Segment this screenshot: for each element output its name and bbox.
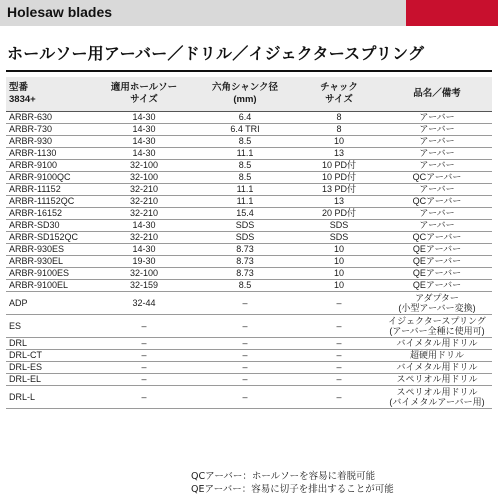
cell-product-note: [382, 244, 492, 256]
cell-model: ARBR-1130: [6, 148, 94, 160]
cell-product-note: [382, 160, 492, 172]
cell-hex-shank: –: [194, 374, 296, 386]
table-row: [6, 350, 492, 362]
note-line: アダプター: [415, 293, 459, 303]
cell-product-note: [382, 184, 492, 196]
table-row: [6, 172, 492, 184]
cell-chuck-size: –: [296, 315, 382, 338]
cell-model: ARBR-930: [6, 136, 94, 148]
note-line: バイメタル用ドリル: [396, 338, 478, 348]
cell-hex-shank: –: [194, 362, 296, 374]
cell-model: ADP: [6, 292, 94, 315]
cell-model: ARBR-9100ES: [6, 268, 94, 280]
cell-chuck-size: 8: [296, 124, 382, 136]
cell-holesaw-size: 32-100: [94, 160, 194, 172]
table-header-row: [6, 77, 492, 112]
cell-product-note: [382, 350, 492, 362]
cell-product-note: [382, 338, 492, 350]
table-row: [6, 112, 492, 124]
cell-holesaw-size: 32-159: [94, 280, 194, 292]
cell-chuck-size: 10: [296, 136, 382, 148]
cell-chuck-size: –: [296, 374, 382, 386]
section-divider: [6, 70, 492, 72]
note-line: アーバー: [419, 220, 455, 230]
cell-chuck-size: –: [296, 338, 382, 350]
cell-product-note: [382, 386, 492, 409]
cell-model: DRL-ES: [6, 362, 94, 374]
note-line: QEアーバー: [412, 256, 462, 266]
cell-hex-shank: 11.1: [194, 148, 296, 160]
section-title: ホールソー用アーバー／ドリル／イジェクタースプリング: [7, 44, 425, 63]
cell-hex-shank: SDS: [194, 232, 296, 244]
cell-product-note: [382, 208, 492, 220]
cell-hex-shank: 15.4: [194, 208, 296, 220]
note-line: アーバー: [419, 208, 455, 218]
cell-product-note: [382, 362, 492, 374]
cell-chuck-size: 13: [296, 196, 382, 208]
table-row: [6, 315, 492, 338]
cell-product-note: [382, 292, 492, 315]
cell-hex-shank: 8.5: [194, 136, 296, 148]
note-line: QEアーバー: [412, 244, 462, 254]
table-row: [6, 184, 492, 196]
cell-model: ARBR-930ES: [6, 244, 94, 256]
cell-product-note: [382, 256, 492, 268]
cell-chuck-size: 13: [296, 148, 382, 160]
cell-hex-shank: 6.4: [194, 112, 296, 124]
table-row: [6, 148, 492, 160]
cell-product-note: [382, 220, 492, 232]
note-line: スペリオル用ドリル: [396, 387, 478, 397]
table-row: [6, 136, 492, 148]
cell-model: ARBR-11152: [6, 184, 94, 196]
cell-holesaw-size: –: [94, 338, 194, 350]
cell-holesaw-size: 14-30: [94, 112, 194, 124]
cell-holesaw-size: 14-30: [94, 136, 194, 148]
cell-product-note: [382, 280, 492, 292]
cell-product-note: [382, 374, 492, 386]
cell-hex-shank: SDS: [194, 220, 296, 232]
cell-hex-shank: –: [194, 292, 296, 315]
cell-holesaw-size: –: [94, 350, 194, 362]
table-row: [6, 292, 492, 315]
footnote-qc: QCアーバー：ホールソーを容易に着脱可能: [191, 471, 376, 482]
cell-holesaw-size: 32-100: [94, 172, 194, 184]
cell-holesaw-size: 32-210: [94, 232, 194, 244]
cell-holesaw-size: 14-30: [94, 148, 194, 160]
col-header-model: 型番 3834+: [6, 77, 94, 112]
footnote-qe: QEアーバー：容易に切子を排出することが可能: [191, 484, 394, 495]
col-header-chuck-size: チャック サイズ: [296, 77, 382, 112]
cell-chuck-size: –: [296, 292, 382, 315]
cell-product-note: [382, 232, 492, 244]
cell-model: ARBR-9100EL: [6, 280, 94, 292]
note-line: QCアーバー: [412, 172, 462, 182]
cell-holesaw-size: 14-30: [94, 220, 194, 232]
note-line: QCアーバー: [412, 232, 462, 242]
cell-chuck-size: SDS: [296, 232, 382, 244]
cell-hex-shank: 8.5: [194, 160, 296, 172]
cell-model: ARBR-11152QC: [6, 196, 94, 208]
spec-table: [6, 77, 492, 409]
note-line: 超硬用ドリル: [409, 350, 464, 360]
table-row: [6, 268, 492, 280]
page-title: Holesaw blades: [7, 4, 113, 20]
note-line: バイメタル用ドリル: [396, 362, 478, 372]
cell-model: ES: [6, 315, 94, 338]
table-row: [6, 362, 492, 374]
table-row: [6, 208, 492, 220]
note-line: スペリオル用ドリル: [396, 374, 478, 384]
cell-model: ARBR-9100QC: [6, 172, 94, 184]
cell-product-note: [382, 112, 492, 124]
cell-model: ARBR-9100: [6, 160, 94, 172]
col-header-hex-shank: 六角シャンク径 (mm): [194, 77, 296, 112]
cell-model: DRL-EL: [6, 374, 94, 386]
cell-hex-shank: –: [194, 350, 296, 362]
cell-product-note: [382, 196, 492, 208]
brand-accent-bar: [406, 0, 498, 26]
cell-hex-shank: 8.73: [194, 244, 296, 256]
cell-holesaw-size: 14-30: [94, 244, 194, 256]
cell-chuck-size: 10: [296, 256, 382, 268]
cell-model: DRL-L: [6, 386, 94, 409]
table-row: [6, 124, 492, 136]
cell-chuck-size: –: [296, 350, 382, 362]
table-row: [6, 386, 492, 409]
page-header: [0, 0, 498, 26]
cell-holesaw-size: 32-44: [94, 292, 194, 315]
note-line: アーバー: [419, 112, 455, 122]
table-row: [6, 244, 492, 256]
cell-model: ARBR-16152: [6, 208, 94, 220]
note-line: アーバー: [419, 124, 455, 134]
cell-hex-shank: 8.5: [194, 280, 296, 292]
cell-product-note: [382, 136, 492, 148]
note-line: QEアーバー: [412, 268, 462, 278]
cell-hex-shank: 11.1: [194, 196, 296, 208]
cell-model: ARBR-930EL: [6, 256, 94, 268]
table-row: [6, 374, 492, 386]
note-line: アーバー: [419, 136, 455, 146]
cell-chuck-size: SDS: [296, 220, 382, 232]
cell-hex-shank: –: [194, 338, 296, 350]
col-header-holesaw-size: 適用ホールソー サイズ: [94, 77, 194, 112]
table-row: [6, 220, 492, 232]
cell-holesaw-size: 14-30: [94, 124, 194, 136]
note-line: イジェクタースプリング: [388, 316, 486, 326]
note-line: (小型アーバー変換): [398, 303, 476, 313]
cell-chuck-size: –: [296, 362, 382, 374]
spec-table-body: [6, 112, 492, 409]
cell-chuck-size: 20 PD付: [296, 208, 382, 220]
cell-hex-shank: 8.5: [194, 172, 296, 184]
cell-product-note: [382, 124, 492, 136]
table-row: [6, 232, 492, 244]
footnotes: [191, 470, 491, 496]
table-row: [6, 196, 492, 208]
table-row: [6, 256, 492, 268]
cell-chuck-size: 13 PD付: [296, 184, 382, 196]
cell-chuck-size: 10: [296, 268, 382, 280]
cell-hex-shank: –: [194, 386, 296, 409]
cell-hex-shank: 8.73: [194, 256, 296, 268]
cell-model: DRL-CT: [6, 350, 94, 362]
cell-chuck-size: 10: [296, 244, 382, 256]
cell-chuck-size: 10 PD付: [296, 160, 382, 172]
note-line: QEアーバー: [412, 280, 462, 290]
cell-holesaw-size: –: [94, 315, 194, 338]
cell-holesaw-size: 32-210: [94, 208, 194, 220]
cell-hex-shank: 6.4 TRI: [194, 124, 296, 136]
cell-holesaw-size: –: [94, 362, 194, 374]
note-line: (アーバー全種に使用可): [389, 326, 485, 336]
cell-chuck-size: 10: [296, 280, 382, 292]
cell-product-note: [382, 148, 492, 160]
cell-chuck-size: 10 PD付: [296, 172, 382, 184]
note-line: QCアーバー: [412, 196, 462, 206]
table-row: [6, 160, 492, 172]
table-row: [6, 338, 492, 350]
cell-holesaw-size: 19-30: [94, 256, 194, 268]
note-line: アーバー: [419, 160, 455, 170]
cell-model: DRL: [6, 338, 94, 350]
table-row: [6, 280, 492, 292]
cell-model: ARBR-SD152QC: [6, 232, 94, 244]
cell-hex-shank: 8.73: [194, 268, 296, 280]
cell-holesaw-size: –: [94, 386, 194, 409]
cell-model: ARBR-630: [6, 112, 94, 124]
cell-chuck-size: –: [296, 386, 382, 409]
cell-holesaw-size: –: [94, 374, 194, 386]
cell-chuck-size: 8: [296, 112, 382, 124]
cell-model: ARBR-SD30: [6, 220, 94, 232]
cell-product-note: [382, 172, 492, 184]
note-line: アーバー: [419, 148, 455, 158]
cell-hex-shank: 11.1: [194, 184, 296, 196]
cell-holesaw-size: 32-210: [94, 184, 194, 196]
cell-hex-shank: –: [194, 315, 296, 338]
cell-product-note: [382, 315, 492, 338]
note-line: アーバー: [419, 184, 455, 194]
cell-holesaw-size: 32-210: [94, 196, 194, 208]
cell-model: ARBR-730: [6, 124, 94, 136]
col-header-product-note: 品名／備考: [382, 77, 492, 112]
note-line: (バイメタルアーバー用): [389, 397, 485, 407]
cell-product-note: [382, 268, 492, 280]
cell-holesaw-size: 32-100: [94, 268, 194, 280]
